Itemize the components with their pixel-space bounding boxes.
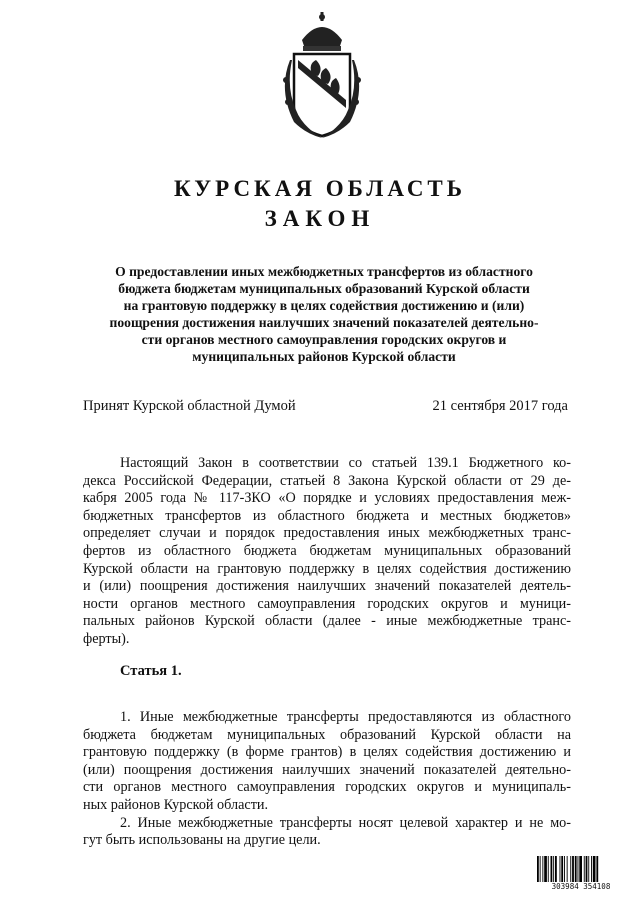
paragraph-line: бюджета бюджетам муниципальных образований Курской области на	[83, 726, 571, 743]
paragraph-line: определяет случаи и порядок предоставления иных межбюджетных транс-	[83, 525, 571, 542]
paragraph-line: пальных районов Курской области (далее - иные межбюджетные транс-	[83, 613, 571, 630]
article-heading: Статья 1.	[120, 663, 182, 679]
paragraph-line: (или) поощрения достижения наилучших значений показателей деятельно-	[83, 761, 571, 778]
paragraph-line: ферты).	[83, 630, 130, 647]
adopted-by: Принят Курской областной Думой	[83, 398, 296, 414]
paragraph-line: бюджетных трансфертов из областного бюджета и местных бюджетов»	[83, 507, 571, 524]
article-1-body	[83, 709, 571, 850]
title-line: сти органов местного самоуправления городских округов и	[141, 332, 507, 347]
title-line: бюджета бюджетам муниципальных образований Курской области	[118, 281, 530, 296]
paragraph-line: ных районов Курской области.	[83, 796, 269, 813]
paragraph-line: гут быть использованы на другие цели.	[83, 832, 321, 849]
paragraph-line: ности органов местного самоуправления городских округов и муници-	[83, 595, 571, 612]
region-heading: КУРСКАЯ ОБЛАСТЬ	[174, 176, 466, 201]
paragraph-line: кабря 2005 года № 117-ЗКО «О порядке и условиях предоставления меж-	[83, 490, 571, 507]
paragraph-line: декса Российской Федерации, статьей 8 Закона Курской области от 29 де-	[83, 472, 571, 489]
title-line: поощрения достижения наилучших значений показателей деятельно-	[109, 315, 539, 330]
barcode-number: 303984 354108	[536, 882, 626, 891]
adoption-date: 21 сентября 2017 года	[432, 398, 568, 414]
paragraph-line: Настоящий Закон в соответствии со статьей 139.1 Бюджетного ко-	[120, 455, 571, 471]
paragraph-line: Курской области на грантовую поддержку в целях содействия достижению	[83, 560, 571, 577]
preamble-paragraph	[83, 455, 571, 649]
paragraph-line: 1. Иные межбюджетные трансферты предоставляются из областного	[120, 709, 571, 725]
document-type-heading: ЗАКОН	[264, 206, 376, 231]
paragraph-line: грантовую поддержку (в форме грантов) в целях содействия достижению и	[83, 744, 571, 761]
title-line: О предоставлении иных межбюджетных трансфертов из областного	[115, 264, 533, 279]
paragraph-line: сти органов местного самоуправления городских округов и муниципаль-	[83, 779, 571, 796]
paragraph-line: и (или) поощрения достижения наилучших значений показателей деятель-	[83, 578, 571, 595]
coat-of-arms-emblem	[272, 10, 372, 142]
title-line: муниципальных районов Курской области	[192, 349, 456, 364]
paragraph-line: 2. Иные межбюджетные трансферты носят целевой характер и не мо-	[120, 814, 571, 831]
paragraph-line: фертов из областного бюджета бюджетам муниципальных образований	[83, 542, 571, 559]
title-line: на грантовую поддержку в целях содействия достижению и (или)	[123, 298, 525, 313]
law-title	[84, 263, 564, 365]
